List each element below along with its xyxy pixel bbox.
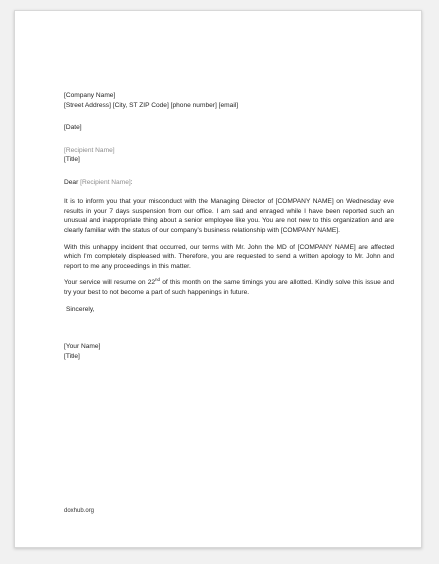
letter-date: [Date] <box>64 124 82 132</box>
paragraph-3-start: Your service will resume on 22 <box>64 279 156 287</box>
ordinal-suffix: nd <box>155 277 161 283</box>
salutation <box>64 178 394 188</box>
body-paragraph-1: It is to inform you that your misconduct with the Managing Director of [COMPANY NAME] on Wednesday eve results in your 7 days suspension from our office. I am sad and enraged while I have been reported such an unusual and inappropriate thing about a senior employee like you. You are not new to this organization and are clearly familiar with the status of our company’s business relationship with [COMPANY NAME]. <box>64 198 394 234</box>
recipient-name: [Recipient Name] <box>64 146 115 154</box>
letter-page <box>14 10 422 548</box>
body-paragraph-3 <box>64 278 394 297</box>
salutation-suffix: : <box>130 178 133 186</box>
sender-address: [Street Address] [City, ST ZIP Code] [phone number] [email] <box>64 101 239 109</box>
signature-name: [Your Name] <box>64 343 101 351</box>
signature-title: [Title] <box>64 352 80 360</box>
body-paragraph-2: With this unhappy incident that occurred, our terms with Mr. John the MD of [COMPANY NAME] are affected which I’m completely displeased with. Therefore, you are requested to send a written apology to Mr. John and report to me any proceedings in this matter. <box>64 243 394 270</box>
footer-site: doxhub.org <box>64 508 95 514</box>
salutation-prefix: Dear <box>64 178 81 186</box>
closing: Sincerely, <box>66 305 95 313</box>
sender-company-name: [Company Name] <box>64 92 116 99</box>
paragraph-3-end: of this month on the same timings you are allotted. Kindly solve this issue and try your best to not become a part of such happenings in future. <box>64 279 394 296</box>
recipient-title: [Title] <box>64 156 80 164</box>
salutation-recipient-name: [Recipient Name] <box>80 178 131 186</box>
letter-content <box>64 91 394 361</box>
